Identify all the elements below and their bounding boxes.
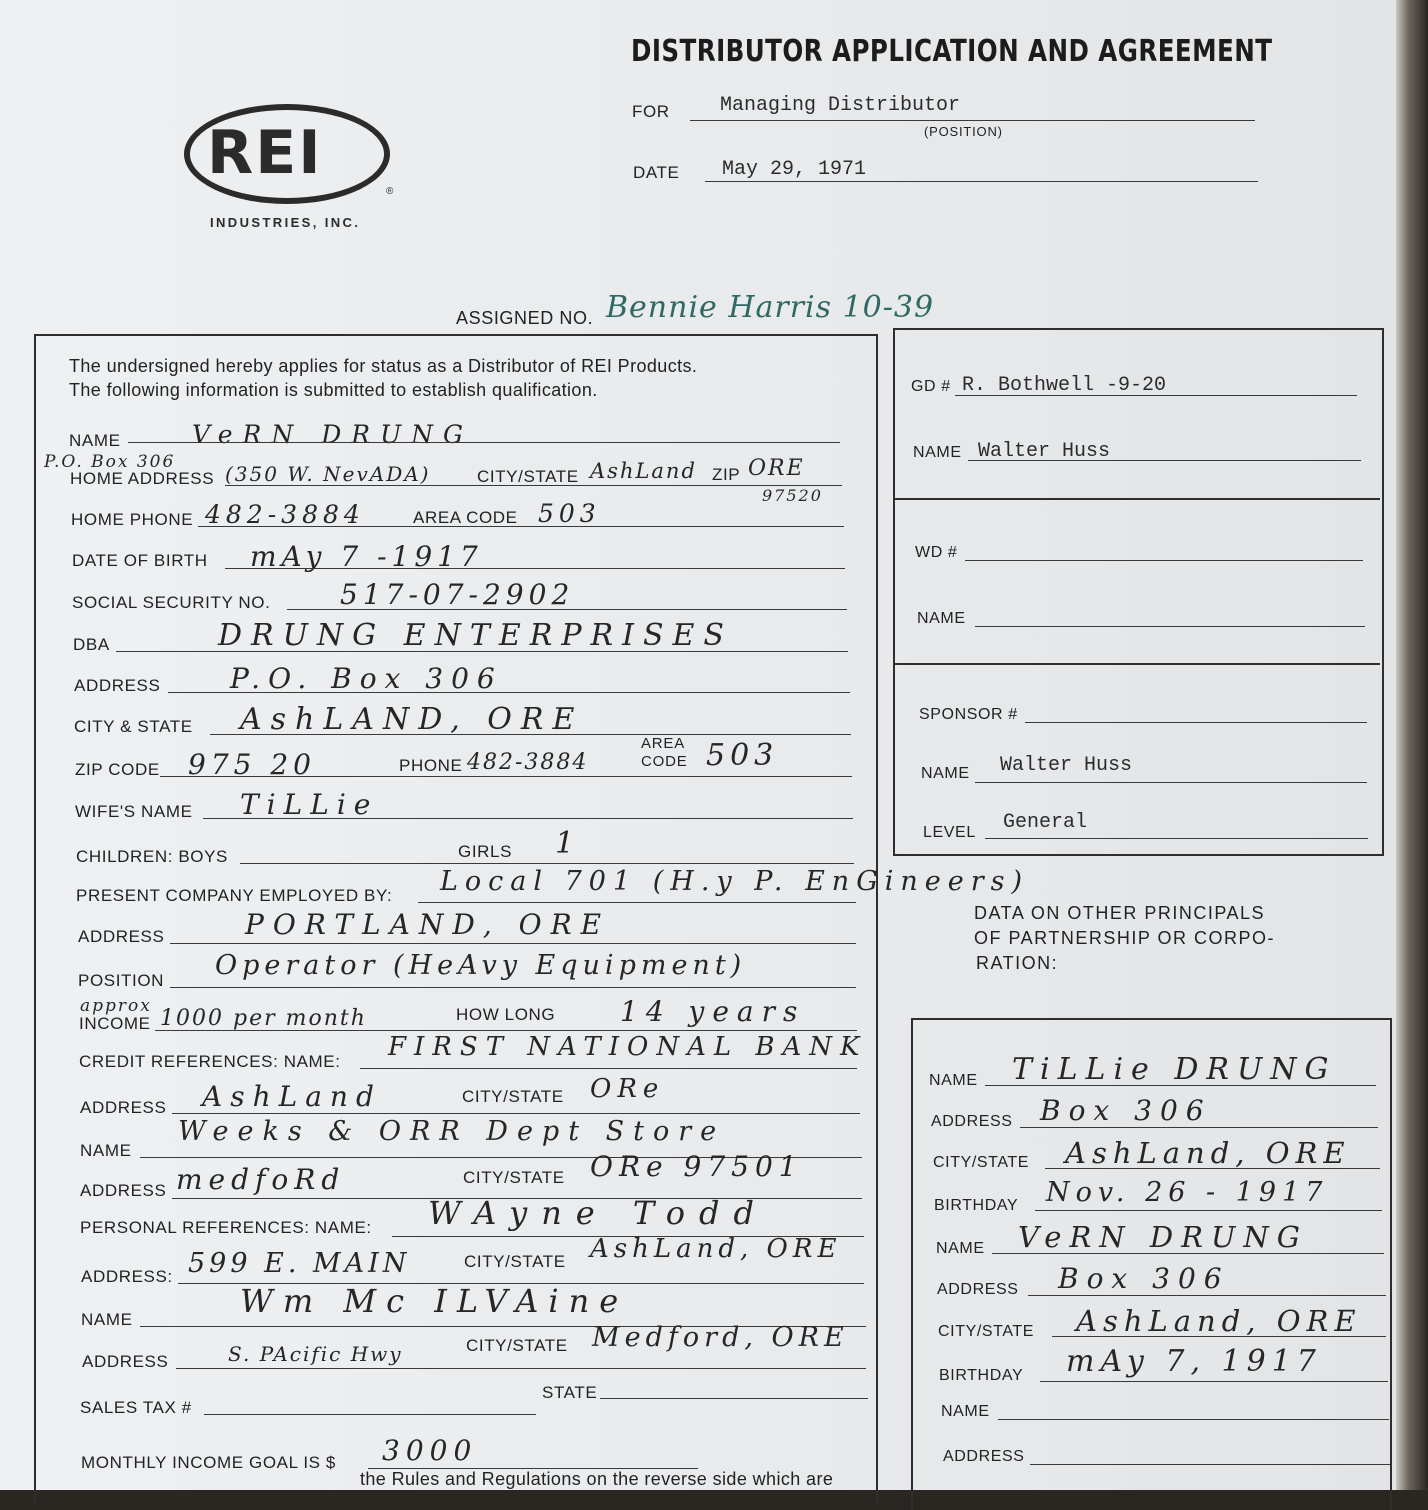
p2-city-line <box>1052 1336 1386 1337</box>
personal2-city-label: CITY/STATE <box>466 1336 568 1355</box>
personal-city-value: AshLand, ORE <box>590 1234 842 1264</box>
position-label: POSITION <box>78 971 165 990</box>
employer-value: Local 701 (H.y P. EnGineers) <box>440 866 1030 897</box>
home-phone-value: 482-3884 <box>205 500 365 529</box>
p2-bday-line <box>1040 1381 1388 1382</box>
p1-bday-line <box>1035 1210 1382 1211</box>
date-line <box>705 181 1258 182</box>
p2-address-label: ADDRESS <box>937 1281 1019 1298</box>
gd-line <box>955 395 1357 396</box>
girls-value: 1 <box>555 826 580 861</box>
personal-address-value: 599 E. MAIN <box>188 1248 411 1279</box>
zip2-label: ZIP CODE <box>75 760 160 779</box>
personal-address-label: ADDRESS: <box>81 1267 173 1286</box>
income-line <box>155 1030 857 1031</box>
sponsor-name-label: NAME <box>921 765 970 782</box>
p1-name-label: NAME <box>929 1072 978 1089</box>
home-phone-line <box>198 526 844 527</box>
credit-line <box>360 1068 857 1069</box>
how-long-value: 14 years <box>620 995 806 1028</box>
page-stack-edge <box>1396 0 1428 1490</box>
name-line <box>128 442 840 443</box>
date-label: DATE <box>633 163 680 182</box>
credit-address-value: AshLand <box>202 1080 382 1113</box>
ssn-value: 517-07-2902 <box>340 578 575 611</box>
income-value: 1000 per month <box>160 1006 367 1031</box>
for-value: Managing Distributor <box>720 94 961 117</box>
state-line <box>600 1398 868 1399</box>
income-note: approx <box>80 996 152 1016</box>
level-label: LEVEL <box>923 824 976 841</box>
personal2-value: Wm Mc ILVAine <box>240 1282 629 1320</box>
gd-name-value: Walter Huss <box>978 440 1111 463</box>
wife-label: WIFE'S NAME <box>75 802 193 821</box>
right-box-divider-1 <box>895 498 1380 500</box>
area-code-value: 503 <box>538 499 601 528</box>
credit-address-label: ADDRESS <box>80 1098 167 1117</box>
p1-address: Box 306 <box>1040 1094 1212 1127</box>
zip-note: 97520 <box>762 486 823 505</box>
sponsor-name-line <box>975 782 1367 783</box>
zip2-value: 975 20 <box>188 748 316 781</box>
intro-line-1: The undersigned hereby applies for status as a Distributor of REI Products. <box>69 356 698 376</box>
wife-line <box>203 818 853 819</box>
name-label: NAME <box>69 431 121 450</box>
p1-name-line <box>985 1085 1376 1086</box>
wd-label: WD # <box>915 544 958 561</box>
wd-name-line <box>975 626 1365 627</box>
employer-label: PRESENT COMPANY EMPLOYED BY: <box>76 886 393 905</box>
dob-label: DATE OF BIRTH <box>72 551 208 570</box>
registered-mark: ® <box>386 186 394 197</box>
phone-label: PHONE <box>399 756 463 775</box>
po-box-note: P.O. Box 306 <box>44 452 176 472</box>
sponsor-line <box>1025 722 1367 723</box>
p1-city-line <box>1045 1168 1380 1169</box>
goal-value: 3000 <box>382 1434 478 1467</box>
sales-tax-line <box>204 1414 536 1415</box>
home-address-value: (350 W. NevADA) <box>225 462 431 486</box>
dba-line <box>116 651 848 652</box>
p3-name-line <box>998 1419 1389 1420</box>
goal-label: MONTHLY INCOME GOAL IS $ <box>81 1453 336 1472</box>
bottom-text: the Rules and Regulations on the reverse side which are <box>360 1469 834 1489</box>
name-value: VeRN DRUNG <box>192 420 473 449</box>
zip2-line <box>160 776 852 777</box>
p2-name-label: NAME <box>936 1240 985 1257</box>
credit-city-value: ORe <box>590 1074 665 1104</box>
p2-bday: mAy 7, 1917 <box>1066 1344 1322 1379</box>
credit2-value: Weeks & ORR Dept Store <box>178 1116 726 1147</box>
sponsor-label: SPONSOR # <box>919 706 1018 723</box>
credit2-city-value: ORe 97501 <box>590 1150 803 1183</box>
p3-address-label: ADDRESS <box>943 1448 1025 1465</box>
date-value: May 29, 1971 <box>722 158 867 181</box>
form-title: DISTRIBUTOR APPLICATION AND AGREEMENT <box>631 34 1273 69</box>
principals-heading-3: RATION: <box>976 953 1059 973</box>
credit2-address-value: medfoRd <box>176 1163 346 1196</box>
area-code2-label-2: CODE <box>641 753 688 770</box>
p2-bday-label: BIRTHDAY <box>939 1367 1024 1384</box>
credit2-city-label: CITY/STATE <box>463 1168 565 1187</box>
children-line <box>240 863 854 864</box>
p1-bday: Nov. 26 - 1917 <box>1046 1177 1329 1208</box>
personal2-address-label: ADDRESS <box>82 1352 169 1371</box>
personal-label: PERSONAL REFERENCES: NAME: <box>80 1218 372 1237</box>
dba-value: DRUNG ENTERPRISES <box>218 618 733 653</box>
dba-label: DBA <box>73 635 110 654</box>
city-state2-label: CITY & STATE <box>74 717 193 736</box>
credit-value: FIRST NATIONAL BANK <box>388 1032 868 1062</box>
p1-city-label: CITY/STATE <box>933 1154 1030 1171</box>
principals-heading-2: OF PARTNERSHIP OR CORPO- <box>974 928 1276 948</box>
phone-value: 482-3884 <box>467 750 589 775</box>
how-long-label: HOW LONG <box>456 1005 556 1024</box>
gd-name-label: NAME <box>913 444 962 461</box>
credit-label: CREDIT REFERENCES: NAME: <box>79 1052 341 1071</box>
area-code-label: AREA CODE <box>413 508 518 527</box>
p2-name-line <box>992 1253 1384 1254</box>
gd-value: R. Bothwell -9-20 <box>962 374 1167 397</box>
state-label: STATE <box>542 1383 598 1402</box>
p2-city: AshLand, ORE <box>1076 1304 1362 1338</box>
p2-name: VeRN DRUNG <box>1018 1220 1308 1254</box>
personal2-label: NAME <box>81 1310 133 1329</box>
emp-address-value: PORTLAND, ORE <box>245 908 611 941</box>
emp-address-line <box>170 943 856 944</box>
city-state2-value: AshLAND, ORE <box>240 702 584 737</box>
home-phone-label: HOME PHONE <box>71 510 194 529</box>
credit-address-line <box>172 1113 860 1114</box>
intro-line-2: The following information is submitted to establish qualification. <box>69 380 598 400</box>
assigned-value: Bennie Harris 10-39 <box>606 290 935 325</box>
home-address-label: HOME ADDRESS <box>70 469 215 488</box>
p2-address: Box 306 <box>1058 1262 1230 1295</box>
girls-label: GIRLS <box>458 842 513 861</box>
p2-address-line <box>1028 1295 1386 1296</box>
level-line <box>985 838 1368 839</box>
dob-line <box>225 568 845 569</box>
emp-address-label: ADDRESS <box>78 927 165 946</box>
employer-line <box>418 902 856 903</box>
city-state2-line <box>210 734 851 735</box>
personal-city-label: CITY/STATE <box>464 1252 566 1271</box>
income-label: INCOME <box>79 1014 151 1033</box>
address-value: P.O. Box 306 <box>230 662 503 695</box>
p3-address-line <box>1030 1464 1390 1465</box>
zip-label: ZIP <box>712 465 741 484</box>
p1-address-line <box>1020 1127 1378 1128</box>
sponsor-name-value: Walter Huss <box>1000 754 1133 777</box>
city-state-value: AshLand <box>590 459 697 483</box>
right-box-divider-2 <box>895 663 1380 665</box>
for-line <box>690 120 1255 121</box>
level-value: General <box>1003 811 1088 834</box>
p1-city: AshLand, ORE <box>1065 1136 1351 1170</box>
gd-label: GD # <box>911 378 951 395</box>
rei-logo-subtitle: INDUSTRIES, INC. <box>210 215 361 230</box>
address-label: ADDRESS <box>74 676 161 695</box>
for-label: FOR <box>632 102 670 121</box>
wife-value: TiLLie <box>240 788 379 821</box>
wd-line <box>965 560 1363 561</box>
p1-name: TiLLie DRUNG <box>1012 1052 1337 1087</box>
dob-value: mAy 7 -1917 <box>250 540 483 573</box>
credit-city-label: CITY/STATE <box>462 1087 564 1106</box>
ssn-line <box>287 609 847 610</box>
rei-logo-mark: REI <box>207 118 323 188</box>
gd-name-line <box>968 460 1361 461</box>
credit2-label: NAME <box>80 1141 132 1160</box>
personal2-address-line <box>176 1368 866 1369</box>
p2-city-label: CITY/STATE <box>938 1323 1035 1340</box>
p3-name-label: NAME <box>941 1403 990 1420</box>
area-code2-label-1: AREA <box>641 735 686 752</box>
sales-tax-label: SALES TAX # <box>80 1398 192 1417</box>
home-address-line <box>225 485 842 486</box>
personal2-address-value: S. PAcific Hwy <box>228 1342 403 1366</box>
credit2-address-label: ADDRESS <box>80 1181 167 1200</box>
zip-value: ORE <box>748 456 805 481</box>
position-value: Operator (HeAvy Equipment) <box>215 950 747 981</box>
ssn-label: SOCIAL SECURITY NO. <box>72 593 271 612</box>
boys-label: CHILDREN: BOYS <box>76 847 228 866</box>
wd-name-label: NAME <box>917 610 966 627</box>
p1-address-label: ADDRESS <box>931 1113 1013 1130</box>
address-line <box>168 692 850 693</box>
city-state-label: CITY/STATE <box>477 467 579 486</box>
area-code2-value: 503 <box>706 738 779 773</box>
position-caption: (POSITION) <box>924 124 1003 139</box>
principals-heading-1: DATA ON OTHER PRINCIPALS <box>974 903 1266 923</box>
personal2-city-value: Medford, ORE <box>592 1322 849 1353</box>
p1-bday-label: BIRTHDAY <box>934 1197 1019 1214</box>
assigned-label: ASSIGNED NO. <box>456 308 594 328</box>
position-line <box>170 987 856 988</box>
personal-value: WAyne Todd <box>428 1194 768 1232</box>
